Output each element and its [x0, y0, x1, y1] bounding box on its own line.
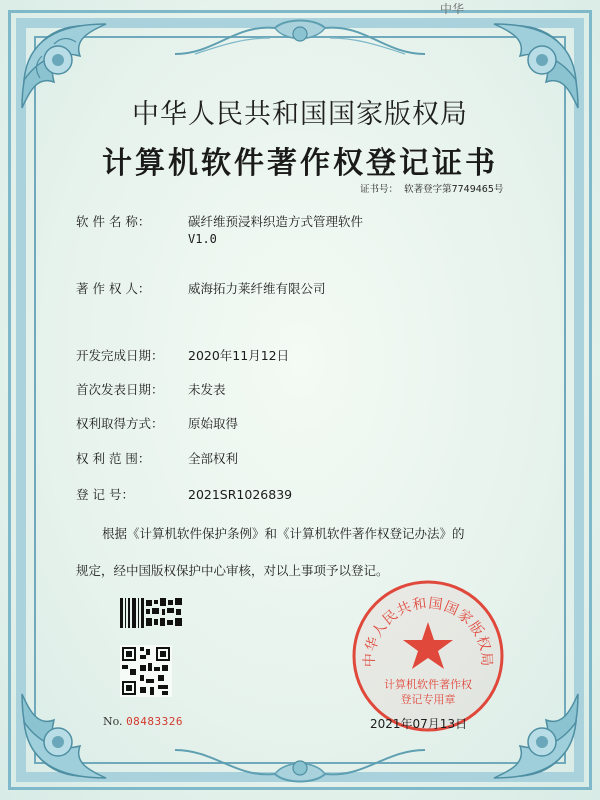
field-label: 登 记 号： — [76, 487, 134, 502]
field-value: 原始取得 — [188, 416, 239, 431]
field-value: 碳纤维预浸料织造方式管理软件 — [188, 214, 364, 229]
field-value: 2021SR1026839 — [188, 487, 293, 502]
field-rights-scope — [76, 449, 238, 467]
field-registration-number — [76, 485, 292, 503]
issuing-authority-title: 中华人民共和国国家版权局 — [132, 99, 468, 130]
bottom-ornament-icon — [175, 746, 425, 788]
document-serial-number — [103, 715, 183, 728]
corner-handwritten-note: 中华 — [440, 2, 465, 16]
issue-date: 2021年07月13日 — [370, 717, 468, 731]
seal-center-line-1: 计算机软件著作权 — [384, 678, 472, 691]
serial-value: 08483326 — [126, 715, 184, 728]
field-value: 威海拓力莱纤维有限公司 — [188, 281, 326, 296]
field-copyright-owner — [76, 279, 326, 297]
statement-line-2: 规定，经中国版权保护中心审核，对以上事项予以登记。 — [76, 563, 389, 578]
certificate-number-value: 软著登字第7749465号 — [404, 184, 504, 195]
field-value: 全部权利 — [188, 451, 239, 466]
corner-ornament-icon — [18, 690, 110, 782]
official-red-seal — [350, 578, 506, 734]
field-first-publication-date — [76, 380, 226, 398]
field-label: 软 件 名 称： — [76, 214, 151, 229]
field-development-date — [76, 346, 289, 364]
field-label: 著 作 权 人： — [76, 281, 151, 296]
field-label: 开发完成日期： — [76, 348, 164, 363]
field-acquisition-method — [76, 414, 238, 432]
software-version: V1.0 — [188, 232, 217, 246]
field-value: 未发表 — [188, 382, 226, 397]
certificate-number — [360, 181, 503, 195]
statement-line-1: 根据《计算机软件保护条例》和《计算机软件著作权登记办法》的 — [102, 526, 465, 541]
qr-code-icon — [120, 645, 172, 697]
certificate-number-label: 证书号： — [360, 184, 399, 195]
serial-prefix: No. — [103, 715, 123, 728]
field-label: 权利取得方式： — [76, 416, 164, 431]
barcode-icon — [120, 598, 182, 628]
seal-center-line-2: 登记专用章 — [400, 693, 456, 706]
field-label: 首次发表日期： — [76, 382, 164, 397]
top-ornament-icon — [175, 14, 425, 60]
certificate-title: 计算机软件著作权登记证书 — [102, 146, 498, 181]
field-label: 权 利 范 围： — [76, 451, 151, 466]
field-software-name — [76, 212, 363, 230]
seal-ring-text: 中华人民共和国国家版权局 — [361, 595, 495, 668]
field-value: 2020年11月12日 — [188, 348, 290, 363]
